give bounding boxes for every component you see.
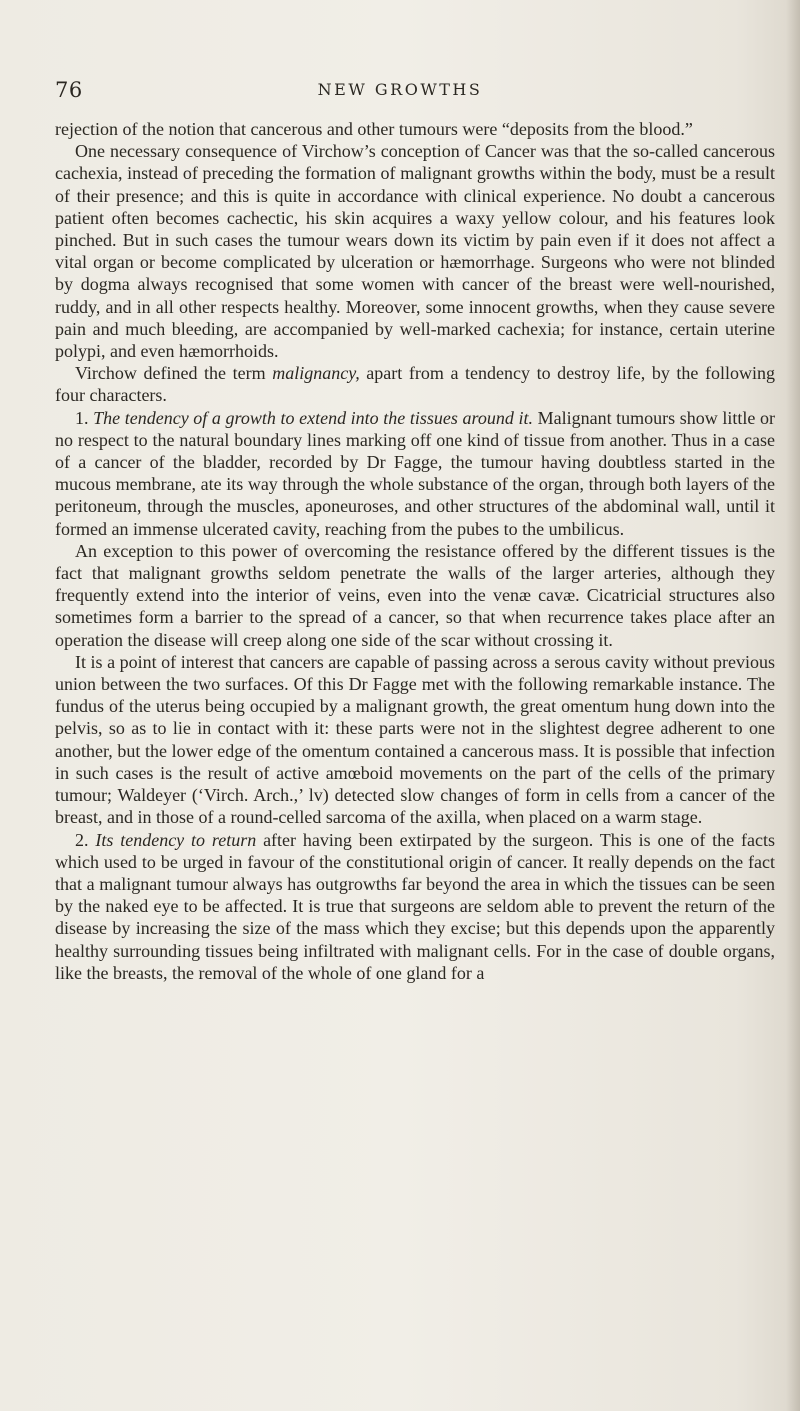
paragraph [55, 829, 775, 984]
paragraph: An exception to this power of overcoming the resistance offered by the different tissues is the fact that malignant growths seldom penetrate the walls of the larger arteries, although they frequently extend into the interior of veins, even into the venæ cavæ. Cicatricial structures also sometimes form a barrier to the spread of a cancer, so that when recurrence takes place after an operation the disease will creep along one side of the scar without crossing it. [55, 540, 775, 650]
paragraph-text: apart from a tendency to destroy life, by the following four characters. [55, 363, 775, 406]
paragraph-text: Virchow defined the term [75, 363, 273, 384]
italic-term: malignancy, [272, 363, 360, 384]
italic-heading: The tendency of a growth to extend into the tissues around it. [93, 407, 533, 428]
paragraph: rejection of the notion that cancerous and other tumours were “deposits from the blood.” [55, 119, 693, 139]
page-header [0, 70, 800, 110]
body-text [55, 118, 775, 984]
page-edge-shadow [786, 0, 800, 1411]
page-number: 76 [55, 78, 83, 102]
list-number: 2. [75, 829, 96, 850]
paragraph: One necessary consequence of Virchow’s conception of Cancer was that the so-called cancerous cachexia, instead of preceding the formation of malignant growths within the body, must be a result of their presence; and this is quite in accordance with clinical experience. No doubt a cancerous patient often becomes cachectic, his skin acquires a waxy yellow colour, and his features look pinched. But in such cases the tumour wears down its victim by pain even if it does not affect a vital organ or become complicated by ulceration or hæmorrhage. Surgeons who were not blinded by dogma always recognised that some women with cancer of the breast were well-nourished, ruddy, and in all other respects healthy. Moreover, some innocent growths, when they cause severe pain and much bleeding, are accompanied by well-marked cachexia; for instance, certain uterine polypi, and even hæmorrhoids. [55, 141, 775, 362]
paragraph [55, 407, 775, 540]
paragraph [55, 362, 775, 406]
list-number: 1. [75, 407, 94, 428]
running-head: NEW GROWTHS [317, 80, 483, 99]
paragraph-text: Malignant tumours show little or no respect to the natural boundary lines marking off one kind of tissue from another. Thus in a case of a cancer of the bladder, recorded by Dr Fagge, the tumour having doubtless started in the mucous membrane, ate its way through the whole substance of the organ, through both layers of the peritoneum, through the muscles, aponeuroses, and other structures of the abdominal wall, until it formed an immense ulcerated cavity, reaching from the pubes to the umbilicus. [55, 407, 776, 539]
paragraph-text: after having been extirpated by the surgeon. This is one of the facts which used to be urged in favour of the constitutional origin of cancer. It really depends on the fact that a malignant tumour always has outgrowths far beyond the area in which the tissues can be seen by the naked eye to be affected. It is true that surgeons are seldom able to prevent the return of the disease by increasing the size of the mass which they excise; but this depends upon the apparently healthy surrounding tissues being infiltrated with malignant cells. For in the case of double organs, like the breasts, the removal of the whole of one gland for a [55, 829, 775, 983]
paragraph: It is a point of interest that cancers are capable of passing across a serous cavity without previous union between the two surfaces. Of this Dr Fagge met with the following remarkable instance. The fundus of the uterus being occupied by a malignant growth, the great omentum hung down into the pelvis, so as to lie in contact with it: these parts were not in the slightest degree adherent to one another, but the lower edge of the omentum contained a cancerous mass. It is possible that infection in such cases is the result of active amœboid movements on the part of the cells of the primary tumour; Waldeyer (‘Virch. Arch.,’ lv) detected slow changes of form in cells from a cancer of the breast, and in those of a round-celled sarcoma of the axilla, when placed on a warm stage. [55, 651, 775, 828]
italic-heading: Its tendency to return [95, 829, 257, 850]
